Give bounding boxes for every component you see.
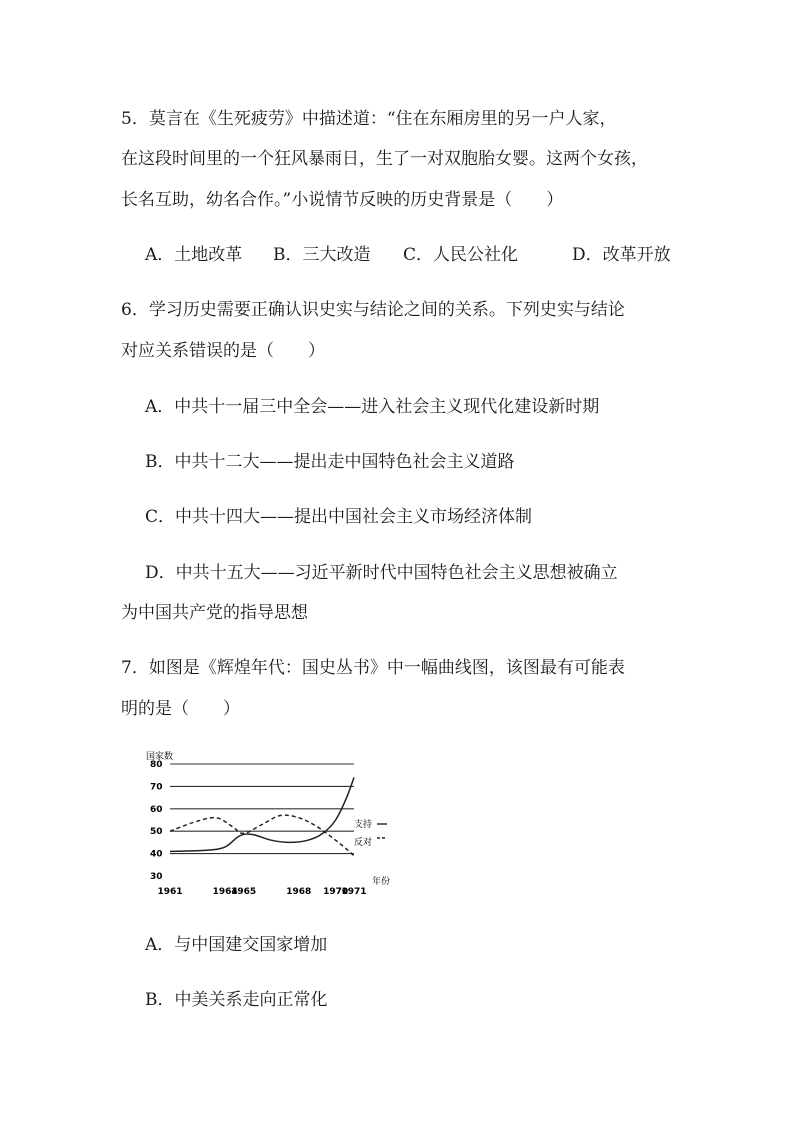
x-tick-label: 1964 bbox=[212, 887, 238, 897]
x-tick-label: 1971 bbox=[341, 887, 367, 897]
y-tick-label: 30 bbox=[150, 872, 163, 882]
q6-option-d-continuation: 为中国共产党的指导思想 bbox=[121, 603, 308, 623]
q6-line-2: 对应关系错误的是（ ） bbox=[121, 341, 325, 361]
q5-option-d[interactable]: D．改革开放 bbox=[572, 245, 671, 265]
q6-option-d[interactable]: D．中共十五大——习近平新时代中国特色社会主义思想被确立 bbox=[145, 563, 618, 583]
q6-option-c[interactable]: C．中共十四大——提出中国社会主义市场经济体制 bbox=[145, 507, 533, 527]
y-axis-label: 国家数 bbox=[146, 752, 174, 762]
series-line-oppose bbox=[170, 815, 354, 856]
x-tick-label: 1961 bbox=[157, 887, 183, 897]
y-tick-label: 70 bbox=[150, 782, 163, 793]
q6-option-a[interactable]: A．中共十一届三中全会——进入社会主义现代化建设新时期 bbox=[145, 397, 600, 417]
q5-line-1: 5．莫言在《生死疲劳》中描述道：“住在东厢房里的另一户人家， bbox=[121, 109, 617, 129]
x-axis-label: 年份 bbox=[372, 877, 391, 887]
q6-option-b[interactable]: B．中共十二大——提出走中国特色社会主义道路 bbox=[145, 452, 515, 472]
y-tick-label: 50 bbox=[150, 827, 163, 838]
q5-option-c[interactable]: C．人民公社化 bbox=[403, 245, 519, 265]
y-tick-label: 80 bbox=[150, 760, 163, 770]
y-tick-label: 60 bbox=[150, 804, 163, 815]
q5-option-b[interactable]: B．三大改造 bbox=[273, 245, 371, 265]
y-tick-label: 40 bbox=[150, 849, 163, 860]
q5-line-3: 长名互助，幼名合作。”小说情节反映的历史背景是（ ） bbox=[121, 190, 564, 210]
legend-oppose-label: 反对 bbox=[354, 838, 373, 848]
q5-options bbox=[0, 243, 794, 267]
x-tick-label: 1968 bbox=[286, 887, 312, 897]
q5-option-a[interactable]: A．土地改革 bbox=[145, 245, 243, 265]
legend-support-label: 支持 bbox=[354, 820, 373, 830]
x-tick-label: 1965 bbox=[231, 887, 257, 897]
series-line-support bbox=[170, 777, 354, 851]
q6-line-1: 6．学习历史需要正确认识史实与结论之间的关系。下列史实与结论 bbox=[121, 300, 625, 320]
x-tick-label: 1970 bbox=[323, 887, 349, 897]
q5-line-2: 在这段时间里的一个狂风暴雨日，生了一对双胞胎女婴。这两个女孩， bbox=[121, 149, 648, 169]
q7-line-1: 7．如图是《辉煌年代：国史丛书》中一幅曲线图，该图最有可能表 bbox=[121, 658, 625, 678]
q7-line-2: 明的是（ ） bbox=[121, 699, 240, 719]
country-count-line-chart bbox=[140, 748, 410, 903]
q7-option-b[interactable]: B．中美关系走向正常化 bbox=[145, 990, 328, 1010]
q7-option-a[interactable]: A．与中国建交国家增加 bbox=[145, 935, 328, 955]
